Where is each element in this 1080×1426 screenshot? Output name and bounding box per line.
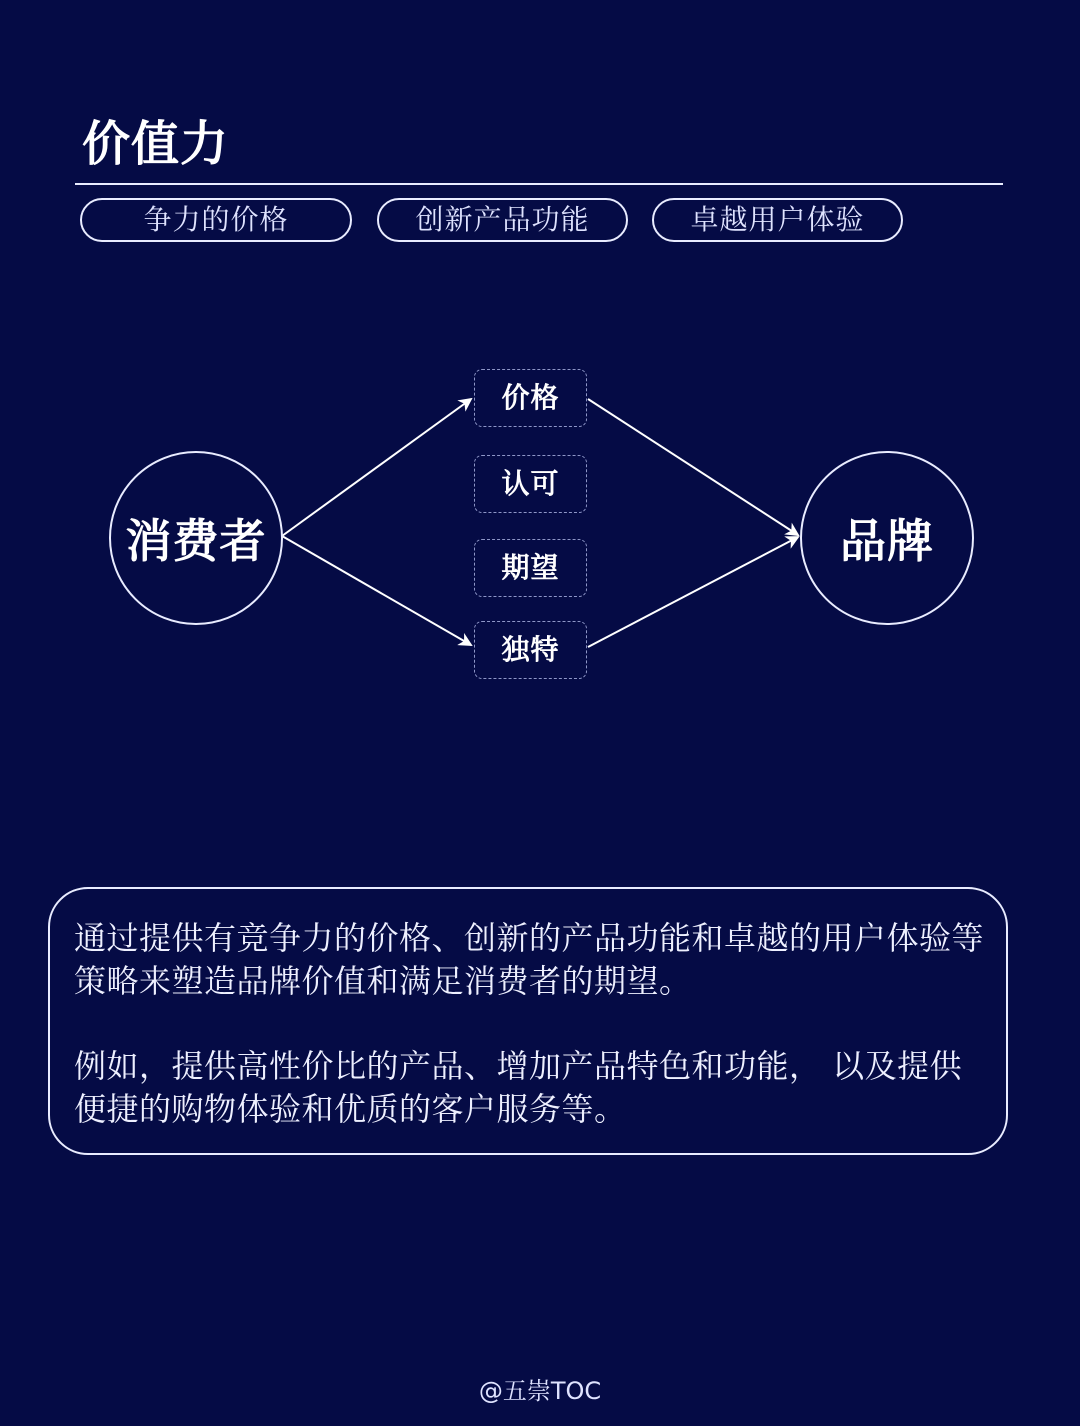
description-paragraph-2: 例如，提供高性价比的产品、增加产品特色和功能， 以及提供便捷的购物体验和优质的客户服务等。 <box>74 1047 963 1128</box>
footer-credit: @五崇TOC <box>478 1377 602 1405</box>
node-consumer <box>109 451 283 625</box>
description-box <box>48 887 1008 1155</box>
factor-box-recognition: 认可 <box>474 455 587 513</box>
tag-pill-innovation: 创新产品功能 <box>377 198 628 242</box>
arrow-unique-to-brand <box>588 537 798 647</box>
arrow-consumer-to-price <box>282 399 471 536</box>
node-brand <box>800 451 974 625</box>
description-paragraph-1: 通过提供有竞争力的价格、创新的产品功能和卓越的用户体验等策略来塑造品牌价值和满足消费者的期望。 <box>74 919 985 1000</box>
factor-box-expectation: 期望 <box>474 539 587 597</box>
arrow-consumer-to-unique <box>282 536 471 645</box>
factor-box-price: 价格 <box>474 369 587 427</box>
node-brand-label: 品牌 <box>840 514 934 568</box>
factor-box-unique: 独特 <box>474 621 587 679</box>
node-consumer-label: 消费者 <box>125 514 267 568</box>
arrow-price-to-brand <box>588 399 798 535</box>
page-title: 价值力 <box>82 116 230 172</box>
tag-pill-experience: 卓越用户体验 <box>652 198 903 242</box>
tag-pill-price: 争力的价格 <box>80 198 352 242</box>
